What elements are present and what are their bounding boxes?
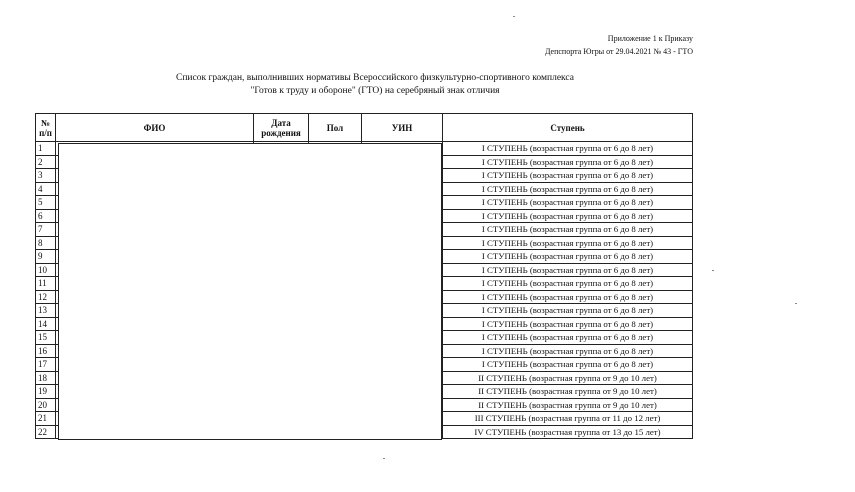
row-step: I СТУПЕНЬ (возрастная группа от 6 до 8 лет) — [443, 155, 693, 169]
row-step: I СТУПЕНЬ (возрастная группа от 6 до 8 лет) — [443, 277, 693, 291]
row-step: II СТУПЕНЬ (возрастная группа от 9 до 10 лет) — [443, 371, 693, 385]
row-step: I СТУПЕНЬ (возрастная группа от 6 до 8 лет) — [443, 209, 693, 223]
row-step: I СТУПЕНЬ (возрастная группа от 6 до 8 лет) — [443, 223, 693, 237]
scan-speck — [795, 303, 797, 304]
document-title — [0, 72, 750, 98]
row-step: III СТУПЕНЬ (возрастная группа от 11 до 12 лет) — [443, 412, 693, 426]
row-number: 21 — [36, 412, 56, 426]
scan-speck — [383, 458, 385, 459]
row-step: II СТУПЕНЬ (возрастная группа от 9 до 10 лет) — [443, 398, 693, 412]
row-number: 5 — [36, 196, 56, 210]
row-number: 9 — [36, 250, 56, 264]
table-header-row — [36, 114, 693, 142]
row-number: 7 — [36, 223, 56, 237]
header-sex: Пол — [309, 114, 362, 142]
row-number: 20 — [36, 398, 56, 412]
appendix-line-1: Приложение 1 к Приказу — [607, 34, 693, 43]
appendix-line-2: Депспорта Югры от 29.04.2021 № 43 - ГТО — [544, 47, 693, 56]
row-number: 2 — [36, 155, 56, 169]
row-step: I СТУПЕНЬ (возрастная группа от 6 до 8 лет) — [443, 142, 693, 156]
header-fio: ФИО — [56, 114, 254, 142]
row-step: I СТУПЕНЬ (возрастная группа от 6 до 8 лет) — [443, 317, 693, 331]
row-number: 3 — [36, 169, 56, 183]
row-step: I СТУПЕНЬ (возрастная группа от 6 до 8 лет) — [443, 250, 693, 264]
row-number: 18 — [36, 371, 56, 385]
row-number: 8 — [36, 236, 56, 250]
redacted-area — [58, 143, 442, 440]
row-step: I СТУПЕНЬ (возрастная группа от 6 до 8 лет) — [443, 263, 693, 277]
row-step: IV СТУПЕНЬ (возрастная группа от 13 до 15 лет) — [443, 425, 693, 439]
row-number: 10 — [36, 263, 56, 277]
row-number: 15 — [36, 331, 56, 345]
row-number: 14 — [36, 317, 56, 331]
header-dob: Дата рождения — [254, 114, 309, 142]
row-step: I СТУПЕНЬ (возрастная группа от 6 до 8 лет) — [443, 169, 693, 183]
row-number: 17 — [36, 358, 56, 372]
row-number: 22 — [36, 425, 56, 439]
header-uin: УИН — [362, 114, 443, 142]
title-line-2: "Готов к труду и обороне" (ГТО) на серебряный знак отличия — [250, 86, 500, 96]
row-step: I СТУПЕНЬ (возрастная группа от 6 до 8 лет) — [443, 304, 693, 318]
row-step: I СТУПЕНЬ (возрастная группа от 6 до 8 лет) — [443, 358, 693, 372]
scan-speck — [513, 16, 515, 17]
row-number: 4 — [36, 182, 56, 196]
row-step: I СТУПЕНЬ (возрастная группа от 6 до 8 лет) — [443, 236, 693, 250]
row-number: 1 — [36, 142, 56, 156]
header-num: № п/п — [36, 114, 56, 142]
row-step: II СТУПЕНЬ (возрастная группа от 9 до 10 лет) — [443, 385, 693, 399]
row-number: 19 — [36, 385, 56, 399]
scan-speck — [712, 270, 714, 271]
row-step: I СТУПЕНЬ (возрастная группа от 6 до 8 лет) — [443, 331, 693, 345]
row-number: 13 — [36, 304, 56, 318]
row-step: I СТУПЕНЬ (возрастная группа от 6 до 8 лет) — [443, 344, 693, 358]
row-number: 16 — [36, 344, 56, 358]
header-step: Ступень — [443, 114, 693, 142]
row-step: I СТУПЕНЬ (возрастная группа от 6 до 8 лет) — [443, 182, 693, 196]
title-line-1: Список граждан, выполнивших нормативы Всероссийского физкультурно-спортивного комплекса — [176, 73, 574, 83]
row-step: I СТУПЕНЬ (возрастная группа от 6 до 8 лет) — [443, 196, 693, 210]
row-number: 6 — [36, 209, 56, 223]
row-step: I СТУПЕНЬ (возрастная группа от 6 до 8 лет) — [443, 290, 693, 304]
row-number: 12 — [36, 290, 56, 304]
row-number: 11 — [36, 277, 56, 291]
